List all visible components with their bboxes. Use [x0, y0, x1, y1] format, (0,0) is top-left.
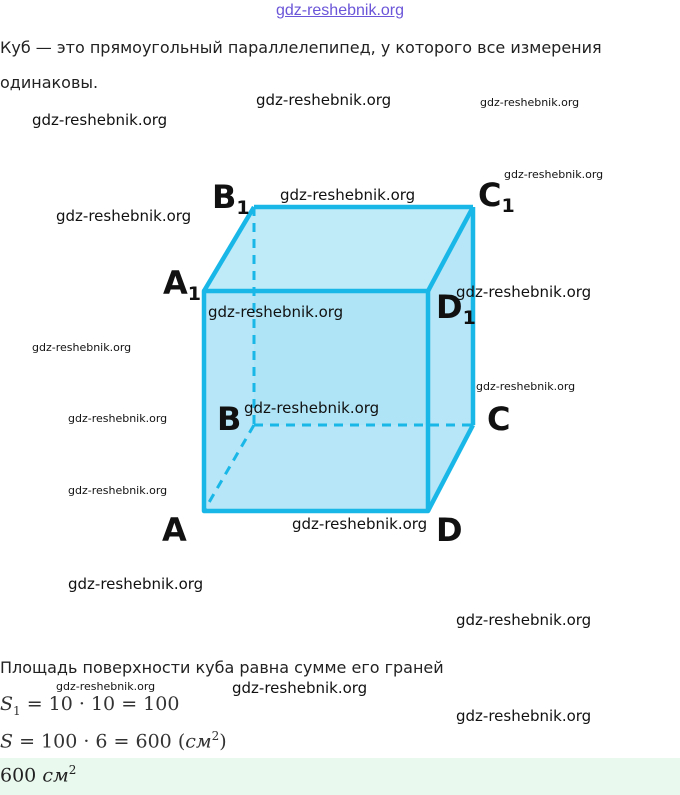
watermark: gdz-reshebnik.org — [456, 707, 592, 725]
vertex-label-b1: B1 — [212, 178, 250, 219]
watermark: gdz-reshebnik.org — [456, 283, 592, 301]
vertex-label-a: A — [162, 511, 187, 549]
watermark: gdz-reshebnik.org — [56, 207, 192, 225]
site-link[interactable]: gdz-reshebnik.org — [275, 2, 405, 19]
intro-paragraph: Куб — это прямоугольный параллелепипед, у которого все измерения одинаковы. — [0, 38, 602, 92]
formula-line-2: S = 100 · 6 = 600 $(см^2)$ — [0, 729, 227, 753]
vertex-label-d1: D1 — [436, 288, 476, 329]
watermark: gdz-reshebnik.org — [280, 186, 416, 204]
vertex-label-a1: A1 — [163, 264, 201, 305]
vertex-label-c1: C1 — [478, 176, 515, 217]
watermark: gdz-reshebnik.org — [32, 111, 168, 129]
watermark: gdz-reshebnik.org — [476, 380, 576, 393]
cube-diagram — [150, 165, 515, 550]
watermark: gdz-reshebnik.org — [68, 484, 168, 497]
watermark: gdz-reshebnik.org — [68, 575, 204, 593]
watermark: gdz-reshebnik.org — [456, 611, 592, 629]
watermark: gdz-reshebnik.org — [208, 303, 344, 321]
watermark: gdz-reshebnik.org — [56, 680, 156, 693]
vertex-label-b: B — [217, 400, 242, 438]
vertex-label-c: C — [487, 400, 511, 438]
vertex-label-d: D — [436, 511, 463, 549]
watermark: gdz-reshebnik.org — [480, 96, 580, 109]
watermark: gdz-reshebnik.org — [292, 515, 428, 533]
watermark: gdz-reshebnik.org — [504, 168, 604, 181]
solution-heading: Площадь поверхности куба равна сумме его граней — [0, 658, 444, 677]
watermark: gdz-reshebnik.org — [232, 679, 368, 697]
watermark: gdz-reshebnik.org — [256, 91, 392, 109]
watermark: gdz-reshebnik.org — [32, 341, 132, 354]
answer-value: 600 $см^2$ — [0, 763, 77, 787]
answer-box — [0, 758, 680, 795]
watermark: gdz-reshebnik.org — [244, 399, 380, 417]
formula-line-1: $S_1 = 10 \cdot 10 = 100$ — [0, 693, 180, 718]
watermark: gdz-reshebnik.org — [68, 412, 168, 425]
